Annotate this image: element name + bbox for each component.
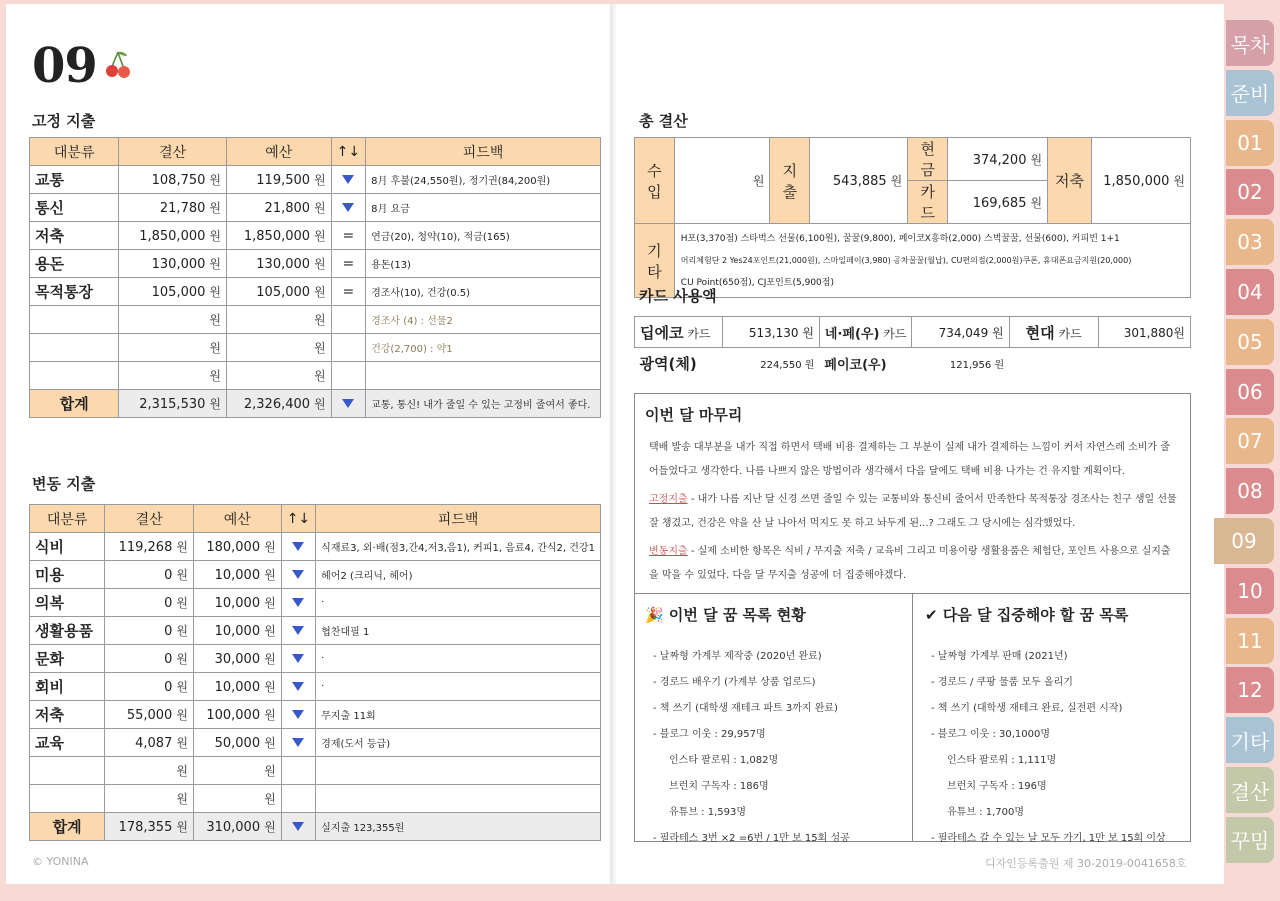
card-name: 광역(체) <box>639 354 697 373</box>
actual-cell: 원 <box>119 334 227 362</box>
budget-cell: 원 <box>193 785 281 813</box>
list-item: - 필라테스 3번 ×2 =6번 / 1만 보 15회 성공 <box>653 833 850 844</box>
budget-cell: 105,000 원 <box>226 278 331 306</box>
table-row <box>30 222 601 250</box>
trend-cell <box>331 222 365 250</box>
list-item: - 필라테스 갈 수 있는 날 모두 가기, 1만 보 15회 이상 <box>931 833 1166 844</box>
dream-status-title: 🎉 이번 달 꿈 목록 현황 <box>645 606 806 624</box>
actual-cell: 21,780 원 <box>119 194 227 222</box>
table-row <box>30 561 601 589</box>
wrapup-paragraph: 고정지출 - 내가 나름 지난 달 신경 쓰면 줄일 수 있는 교통비와 통신비 줄어서 만족한다 목적통장 경조사는 친구 생일 선물 잘 챙겼고, 건강은 약을 산 날 나아서 먹지도 못 하고 놔두게 된...? 그래도 그 당시에는 심각했었다. <box>649 494 1177 529</box>
feedback-cell <box>366 362 601 390</box>
header-actual: 결산 <box>105 505 194 533</box>
trend-cell <box>281 785 315 813</box>
table-row <box>30 645 601 673</box>
variable-expense-table <box>29 504 601 841</box>
feedback-cell: 경조사(10), 건강(0.5) <box>366 278 601 306</box>
actual-cell: 1,850,000 원 <box>119 222 227 250</box>
list-item: 유튜브 : 1,700명 <box>947 807 1024 818</box>
summary-title: 총 결산 <box>639 112 688 130</box>
actual-cell: 130,000 원 <box>119 250 227 278</box>
down-triangle-icon <box>292 654 304 663</box>
equal-icon: = <box>342 255 355 272</box>
category-cell: 목적통장 <box>30 278 119 306</box>
list-item: 인스타 팔로워 : 1,111명 <box>947 755 1057 766</box>
trend-cell <box>281 617 315 645</box>
list-item: - 경로드 / 쿠팡 물품 모두 올리기 <box>931 677 1073 688</box>
table-row <box>30 617 601 645</box>
table-row <box>30 362 601 390</box>
feedback-cell <box>316 757 601 785</box>
cash-value: 374,200 원 <box>948 138 1048 181</box>
down-triangle-icon <box>292 710 304 719</box>
category-cell: 합계 <box>30 390 119 418</box>
design-registration-footer: 디자인등록출원 제 30-2019-0041658호 <box>985 857 1187 870</box>
actual-cell: 0 원 <box>105 561 194 589</box>
budget-cell: 30,000 원 <box>193 645 281 673</box>
tab-목차[interactable]: 목차 <box>1226 20 1274 66</box>
total-row <box>30 813 601 841</box>
card-value: 169,685 원 <box>948 181 1048 224</box>
actual-cell: 원 <box>119 362 227 390</box>
header-feedback: 피드백 <box>316 505 601 533</box>
list-item: - 책 쓰기 (대학생 재테크 완료, 실전편 시작) <box>931 703 1123 714</box>
feedback-cell: 8月 후불(24,550원), 정기권(84,200원) <box>366 166 601 194</box>
card-amount: 121,956 원 <box>949 359 1005 371</box>
budget-cell: 21,800 원 <box>226 194 331 222</box>
category-cell: 교통 <box>30 166 119 194</box>
list-item: - 블로그 이웃 : 30,1000명 <box>931 729 1051 740</box>
down-triangle-icon <box>342 175 354 184</box>
budget-cell: 원 <box>226 306 331 334</box>
card-usage-title: 카드 사용액 <box>639 287 717 305</box>
budget-cell: 10,000 원 <box>193 589 281 617</box>
category-cell: 용돈 <box>30 250 119 278</box>
table-row <box>30 729 601 757</box>
trend-cell <box>331 362 365 390</box>
feedback-cell: 경제(도서 등급) <box>316 729 601 757</box>
table-row <box>30 278 601 306</box>
actual-cell: 0 원 <box>105 673 194 701</box>
list-item: 인스타 팔로워 : 1,082명 <box>669 755 779 766</box>
etc-line: CU Point(650점), CJ포인트(5,900점) <box>680 277 834 288</box>
actual-cell: 0 원 <box>105 645 194 673</box>
trend-cell <box>331 278 365 306</box>
list-item: - 날짜형 가계부 제작중 (2020년 완료) <box>653 651 822 662</box>
trend-cell <box>331 334 365 362</box>
tab-11[interactable]: 11 <box>1226 618 1274 664</box>
tab-01[interactable]: 01 <box>1226 120 1274 166</box>
down-triangle-icon <box>292 598 304 607</box>
header-actual: 결산 <box>119 138 227 166</box>
category-cell <box>30 306 119 334</box>
monthly-wrapup-box <box>634 393 1191 842</box>
income-value: 원 <box>674 138 770 224</box>
table-row <box>30 533 601 561</box>
trend-cell <box>281 701 315 729</box>
card-amount: 734,049 원 <box>912 317 1009 348</box>
next-focus-title: ✔ 다음 달 집중해야 할 꿈 목록 <box>925 606 1129 624</box>
feedback-cell: · <box>316 645 601 673</box>
etc-label: 기타 <box>635 224 675 298</box>
trend-cell <box>281 645 315 673</box>
wrapup-paragraph: 택배 발송 대부분을 내가 직접 하면서 택배 비용 결제하는 그 부분이 실제 내가 결제하는 느낌이 커서 자연스레 소비가 줄어들었다고 생각한다. 나름 나쁘지 않은 방법이라 생각해서 다음 달에도 택배 비용 나가는 건 유지할 계획이다. <box>649 442 1170 477</box>
list-item: 브런치 구독자 : 196명 <box>947 781 1047 792</box>
variable-expense-title: 변동 지출 <box>32 475 96 493</box>
down-triangle-icon <box>292 570 304 579</box>
feedback-cell: 실지출 123,355원 <box>316 813 601 841</box>
category-cell: 회비 <box>30 673 105 701</box>
header-feedback: 피드백 <box>366 138 601 166</box>
budget-cell: 180,000 원 <box>193 533 281 561</box>
trend-cell <box>331 250 365 278</box>
dream-status-list <box>653 644 908 852</box>
budget-cell: 119,500 원 <box>226 166 331 194</box>
budget-cell: 원 <box>193 757 281 785</box>
saving-label: 저축 <box>1048 138 1092 224</box>
actual-cell: 108,750 원 <box>119 166 227 194</box>
actual-cell: 원 <box>105 785 194 813</box>
cherry-icon <box>104 50 132 80</box>
card-label: 카드 <box>908 181 948 224</box>
budget-cell: 130,000 원 <box>226 250 331 278</box>
expense-label: 지출 <box>770 138 810 224</box>
total-row <box>30 390 601 418</box>
feedback-cell: 무지출 11회 <box>316 701 601 729</box>
header-arrow: ↑↓ <box>331 138 365 166</box>
list-item: 브런치 구독자 : 186명 <box>669 781 769 792</box>
budget-cell: 원 <box>226 362 331 390</box>
category-cell: 저축 <box>30 701 105 729</box>
feedback-cell: · <box>316 589 601 617</box>
budget-cell: 310,000 원 <box>193 813 281 841</box>
card-name: 딥에코 카드 <box>635 317 723 348</box>
down-triangle-icon <box>292 822 304 831</box>
trend-cell <box>281 757 315 785</box>
trend-cell <box>281 589 315 617</box>
category-cell <box>30 757 105 785</box>
fixed-expense-title: 고정 지출 <box>32 112 96 130</box>
trend-cell <box>281 813 315 841</box>
trend-cell <box>331 390 365 418</box>
etc-line: 머리체험단 2 Yes24포인트(21,000원), 스마일페이(3,980) 공차꿀꿀(월납), CU편의점(2,000원)쿠폰, 휴대폰요금지원(20,000) <box>680 255 1132 265</box>
tab-02[interactable]: 02 <box>1226 169 1274 215</box>
tab-03[interactable]: 03 <box>1226 219 1274 265</box>
trend-cell <box>281 729 315 757</box>
tab-05[interactable]: 05 <box>1226 319 1274 365</box>
tab-04[interactable]: 04 <box>1226 269 1274 315</box>
category-cell: 저축 <box>30 222 119 250</box>
tab-준비[interactable]: 준비 <box>1226 70 1274 116</box>
table-row <box>30 757 601 785</box>
tab-꾸밈[interactable]: 꾸밈 <box>1226 817 1274 863</box>
feedback-cell: 연금(20), 청약(10), 적금(165) <box>366 222 601 250</box>
card-amount: 513,130 원 <box>722 317 819 348</box>
feedback-cell: 건강(2,700) : 약1 <box>366 334 601 362</box>
down-triangle-icon <box>292 626 304 635</box>
card-amount: 224,550 원 <box>760 359 815 371</box>
category-cell: 생활용품 <box>30 617 105 645</box>
down-triangle-icon <box>342 399 354 408</box>
equal-icon: = <box>342 283 355 300</box>
feedback-cell: 교통, 통신! 내가 줄일 수 있는 고정비 줄여서 좋다. <box>366 390 601 418</box>
budget-cell: 50,000 원 <box>193 729 281 757</box>
table-row <box>30 701 601 729</box>
tab-12[interactable]: 12 <box>1226 667 1274 713</box>
etc-notes <box>674 224 1190 298</box>
header-arrow: ↑↓ <box>281 505 315 533</box>
tab-10[interactable]: 10 <box>1226 568 1274 614</box>
feedback-cell: 용돈(13) <box>366 250 601 278</box>
card-name: 현대 카드 <box>1009 317 1098 348</box>
budget-cell: 10,000 원 <box>193 561 281 589</box>
trend-cell <box>281 533 315 561</box>
list-item: - 날짜형 가계부 판매 (2021년) <box>931 651 1068 662</box>
month-number: 09 <box>32 38 97 94</box>
actual-cell: 55,000 원 <box>105 701 194 729</box>
table-row <box>30 589 601 617</box>
budget-cell: 10,000 원 <box>193 673 281 701</box>
budget-cell: 1,850,000 원 <box>226 222 331 250</box>
down-triangle-icon <box>292 542 304 551</box>
trend-cell <box>331 166 365 194</box>
category-cell: 합계 <box>30 813 105 841</box>
down-triangle-icon <box>342 203 354 212</box>
feedback-cell: 8月 요금 <box>366 194 601 222</box>
category-cell <box>30 334 119 362</box>
list-item: - 책 쓰기 (대학생 재테크 파트 3까지 완료) <box>653 703 838 714</box>
tab-07[interactable]: 07 <box>1226 418 1274 464</box>
tab-기타[interactable]: 기타 <box>1226 717 1274 763</box>
actual-cell: 4,087 원 <box>105 729 194 757</box>
list-item: - 경로드 배우기 (가계부 상품 업로드) <box>653 677 816 688</box>
table-row <box>30 785 601 813</box>
list-item: 유튜브 : 1,593명 <box>669 807 746 818</box>
down-triangle-icon <box>292 738 304 747</box>
budget-cell: 원 <box>226 334 331 362</box>
feedback-cell: · <box>316 673 601 701</box>
trend-cell <box>331 194 365 222</box>
actual-cell: 원 <box>105 757 194 785</box>
feedback-cell: 경조사 (4) : 선물2 <box>366 306 601 334</box>
tab-06[interactable]: 06 <box>1226 369 1274 415</box>
header-budget: 예산 <box>226 138 331 166</box>
expense-value: 543,885 원 <box>810 138 908 224</box>
budget-cell: 10,000 원 <box>193 617 281 645</box>
category-cell: 문화 <box>30 645 105 673</box>
actual-cell: 원 <box>119 306 227 334</box>
tab-09[interactable]: 09 <box>1214 518 1274 564</box>
category-cell: 미용 <box>30 561 105 589</box>
actual-cell: 105,000 원 <box>119 278 227 306</box>
next-focus-list <box>931 644 1186 852</box>
copyright-footer: © YONINA <box>32 855 89 868</box>
wrapup-text <box>649 436 1179 588</box>
actual-cell: 178,355 원 <box>105 813 194 841</box>
feedback-cell <box>316 785 601 813</box>
down-triangle-icon <box>292 682 304 691</box>
header-category: 대분류 <box>30 138 119 166</box>
actual-cell: 0 원 <box>105 589 194 617</box>
actual-cell: 0 원 <box>105 617 194 645</box>
category-cell: 식비 <box>30 533 105 561</box>
category-cell: 통신 <box>30 194 119 222</box>
header-category: 대분류 <box>30 505 105 533</box>
card-name: 네·페(우) 카드 <box>819 317 912 348</box>
actual-cell: 119,268 원 <box>105 533 194 561</box>
table-row <box>30 334 601 362</box>
card-name: 페이코(우) <box>824 357 887 373</box>
feedback-cell: 식재료3, 외·배(점3,간4,저3,음1), 커피1, 음료4, 간식2, 건강1 <box>316 533 601 561</box>
feedback-cell: 헤어2 (크리닉, 헤어) <box>316 561 601 589</box>
party-icon: 🎉 <box>645 606 664 624</box>
card-amount: 301,880원 <box>1098 317 1190 348</box>
budget-cell: 100,000 원 <box>193 701 281 729</box>
table-row <box>30 673 601 701</box>
equal-icon: = <box>342 227 355 244</box>
category-cell: 의복 <box>30 589 105 617</box>
budget-cell: 2,326,400 원 <box>226 390 331 418</box>
etc-line: H포(3,370점) 스타벅스 선물(6,100원), 꿀꿀(9,800), 페이코X흥하(2,000) 스벅꿀꿀, 선물(600), 커피빈 1+1 <box>680 233 1120 244</box>
trend-cell <box>281 561 315 589</box>
wrapup-title: 이번 달 마무리 <box>645 406 743 424</box>
table-row <box>30 166 601 194</box>
summary-table <box>634 137 1191 298</box>
income-label: 수입 <box>635 138 675 224</box>
trend-cell <box>281 673 315 701</box>
actual-cell: 2,315,530 원 <box>119 390 227 418</box>
tab-08[interactable]: 08 <box>1226 468 1274 514</box>
trend-cell <box>331 306 365 334</box>
fixed-expense-table <box>29 137 601 418</box>
category-cell <box>30 362 119 390</box>
feedback-cell: 협찬대필 1 <box>316 617 601 645</box>
table-row <box>30 250 601 278</box>
cash-label: 현금 <box>908 138 948 181</box>
category-cell <box>30 785 105 813</box>
tab-결산[interactable]: 결산 <box>1226 767 1274 813</box>
card-usage-table <box>634 316 1191 379</box>
table-row <box>30 306 601 334</box>
list-item: - 블로그 이웃 : 29,957명 <box>653 729 766 740</box>
category-cell: 교육 <box>30 729 105 757</box>
table-row <box>30 194 601 222</box>
check-icon: ✔ <box>925 606 938 624</box>
wrapup-paragraph: 변동지출 - 실제 소비한 항목은 식비 / 무지출 저축 / 교육비 그리고 미용이랑 생활용품은 체험단, 포인트 사용으로 실지출을 막을 수 있었다. 다음 달 무지출 성공에 더 집중해야겠다. <box>649 546 1171 581</box>
saving-value: 1,850,000 원 <box>1091 138 1190 224</box>
header-budget: 예산 <box>193 505 281 533</box>
